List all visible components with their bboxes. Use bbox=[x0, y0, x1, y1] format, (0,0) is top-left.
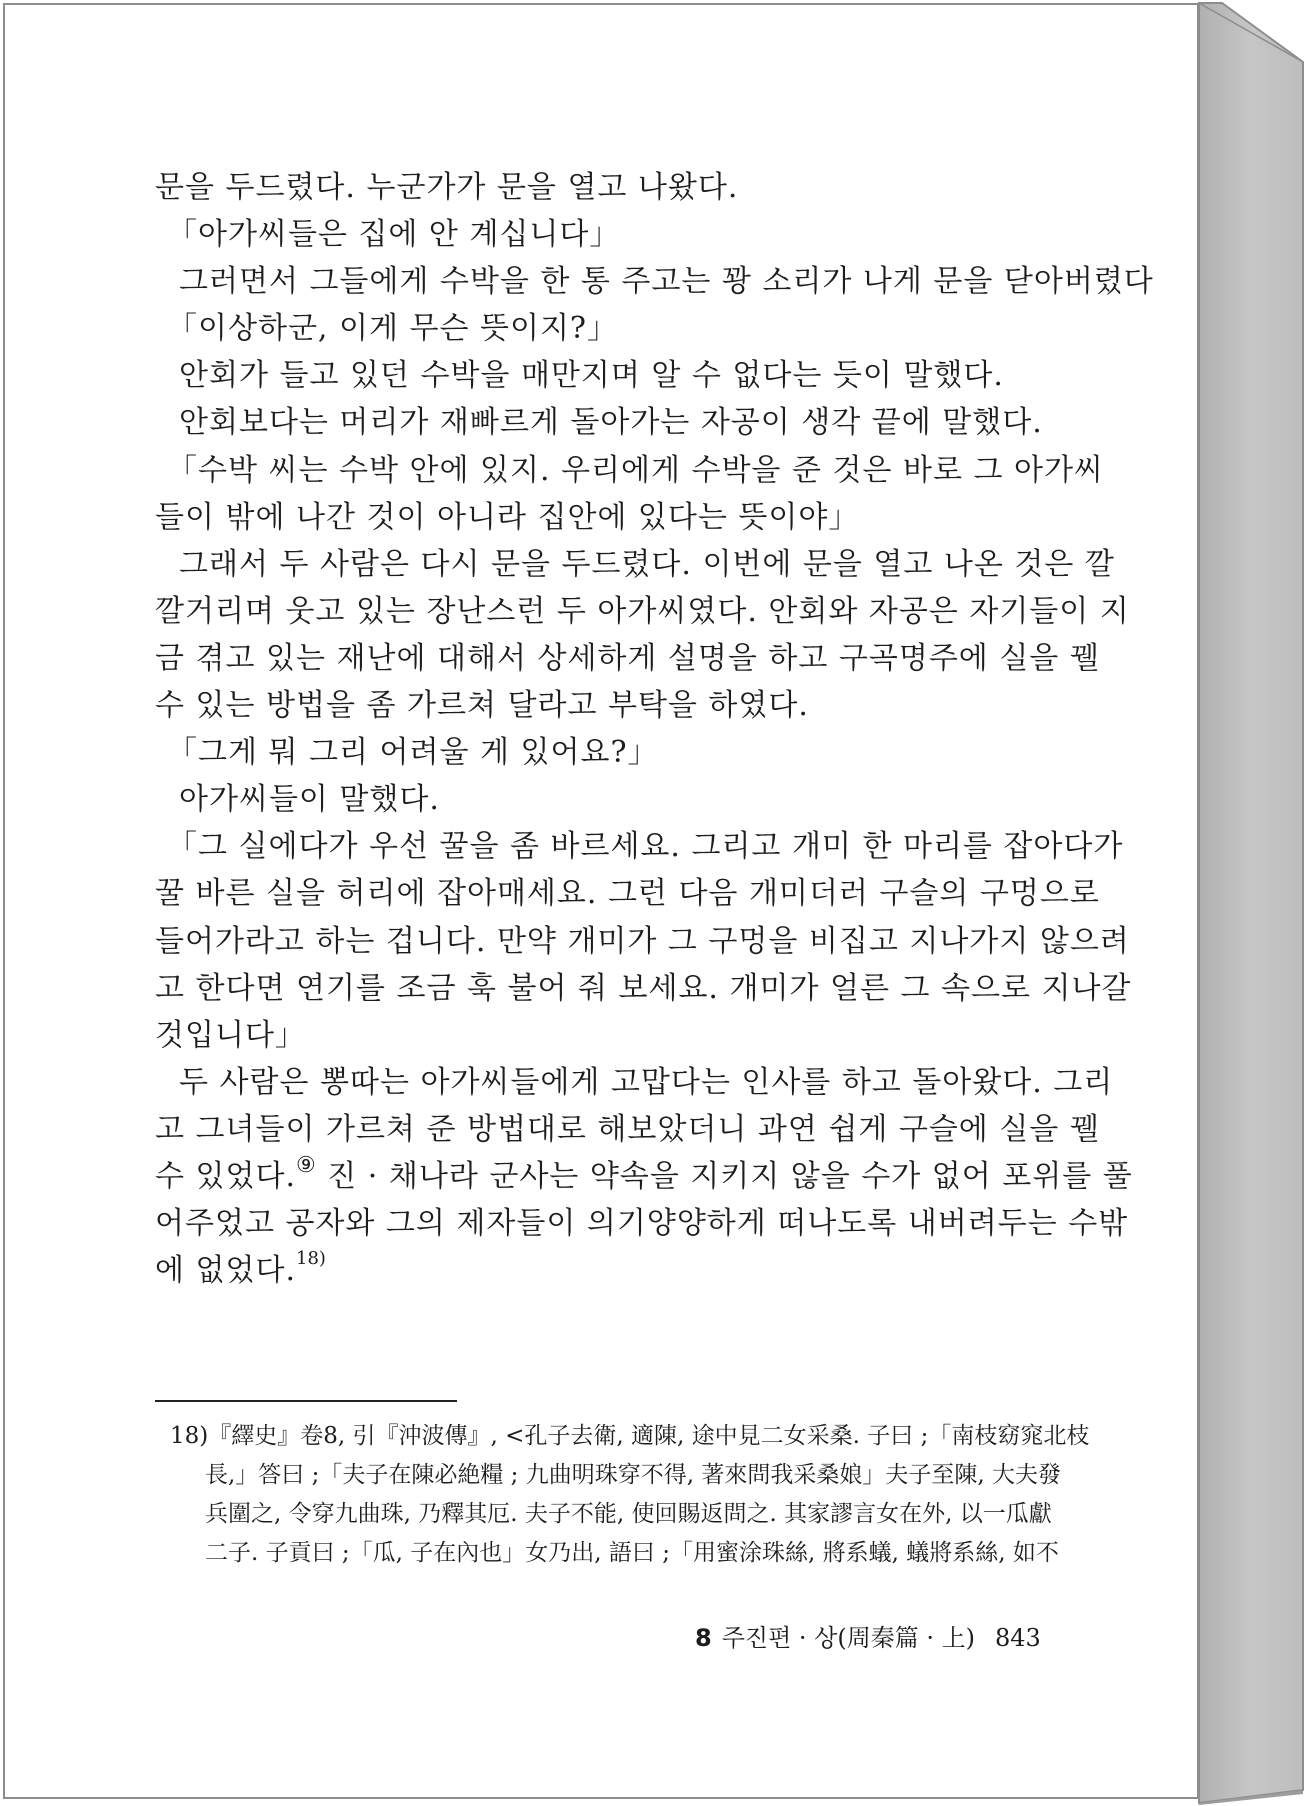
text-line: 들이 밖에 나간 것이 아니라 집안에 있다는 뜻이야」 bbox=[155, 499, 860, 535]
text-line: 꿀 바른 실을 허리에 잡아매세요. 그런 다음 개미더러 구슬의 구멍으로 bbox=[155, 876, 1100, 912]
text-line: 수 있는 방법을 좀 가르쳐 달라고 부탁을 하였다. bbox=[155, 688, 809, 724]
text-line: 금 겪고 있는 재난에 대해서 상세하게 설명을 하고 구곡명주에 실을 꿸 bbox=[155, 640, 1100, 676]
text-line: 「수박 씨는 수박 안에 있지. 우리에게 수박을 준 것은 바로 그 아가씨 bbox=[167, 452, 1104, 488]
text-line: 그러면서 그들에게 수박을 한 통 주고는 꽝 소리가 나게 문을 닫아버렸다 bbox=[179, 264, 1154, 300]
text-segment: 진 · 채나라 군사는 약속을 지키지 않을 수가 없어 포위를 풀 bbox=[327, 1158, 1133, 1194]
text-line: 문을 두드렸다. 누군가가 문을 열고 나왔다. bbox=[155, 170, 739, 205]
text-line: 깔거리며 웃고 있는 장난스런 두 아가씨였다. 안회와 자공은 자기들이 지 bbox=[155, 593, 1130, 629]
text-line: 안회가 들고 있던 수박을 매만지며 알 수 없다는 듯이 말했다. bbox=[179, 358, 1004, 394]
text-line: 두 사람은 뽕따는 아가씨들에게 고맙다는 인사를 하고 돌아왔다. 그리 bbox=[179, 1064, 1114, 1100]
text-segment: 수 있었다. bbox=[155, 1158, 296, 1194]
text-line: 어주었고 공자와 그의 제자들이 의기양양하게 떠나도록 내버려두는 수밖 bbox=[155, 1206, 1129, 1242]
text-line: 「아가씨들은 집에 안 계십니다」 bbox=[167, 217, 621, 253]
footnote bbox=[170, 1417, 1090, 1573]
text-line: 아가씨들이 말했다. bbox=[179, 782, 440, 818]
footnote-line: 兵圍之, 令穿九曲珠, 乃釋其厄. 夫子不能, 使回賜返問之. 其家謬言女在外, 以一瓜獻 bbox=[205, 1501, 1052, 1527]
circled-note-marker: ⑨ bbox=[296, 1152, 317, 1178]
page-number: 843 bbox=[994, 1624, 1041, 1652]
text-line: 고 그녀들이 가르쳐 준 방법대로 해보았더니 과연 쉽게 구슬에 실을 꿸 bbox=[155, 1111, 1100, 1147]
footnote-reference[interactable]: 18) bbox=[296, 1248, 326, 1270]
text-line: 「그 실에다가 우선 꿀을 좀 바르세요. 그리고 개미 한 마리를 잡아다가 bbox=[167, 829, 1124, 865]
chapter-title: 주진편 · 상(周秦篇 · 上) bbox=[721, 1624, 975, 1652]
text-line: 안회보다는 머리가 재빠르게 돌아가는 자공이 생각 끝에 말했다. bbox=[179, 405, 1043, 441]
body-text bbox=[155, 164, 1154, 1294]
text-line bbox=[155, 1152, 1133, 1200]
footnote-line: 18)『繹史』卷8, 引『沖波傳』, <孔子去衛, 適陳, 途中見二女采桑. 子曰 ;「南枝窈窕北枝 bbox=[170, 1423, 1090, 1449]
footnote-line: 二子. 子貢曰 ;「瓜, 子在內也」女乃出, 語曰 ;「用蜜涂珠絲, 將系蟻, 蟻將系絲, 如不 bbox=[205, 1540, 1059, 1566]
footnote-divider bbox=[155, 1400, 457, 1402]
text-line: 「이상하군, 이게 무슨 뜻이지?」 bbox=[167, 311, 619, 347]
text-line: 「그게 뭐 그리 어려울 게 있어요?」 bbox=[167, 735, 659, 771]
text-line: 그래서 두 사람은 다시 문을 두드렸다. 이번에 문을 열고 나온 것은 깔 bbox=[179, 546, 1115, 582]
text-line: 들어가라고 하는 겁니다. 만약 개미가 그 구멍을 비집고 지나가지 않으려 bbox=[155, 923, 1130, 959]
text-line: 고 한다면 연기를 조금 훅 불어 줘 보세요. 개미가 얼른 그 속으로 지나갈 bbox=[155, 970, 1132, 1006]
page-footer bbox=[695, 1618, 1041, 1653]
text-line bbox=[155, 1247, 1055, 1294]
text-segment: 에 없었다. bbox=[155, 1253, 296, 1289]
text-line: 것입니다」 bbox=[155, 1017, 306, 1053]
chapter-number: 8 bbox=[695, 1624, 712, 1652]
footnote-line: 長,」答曰 ;「夫子在陳必絶糧 ; 九曲明珠穿不得, 著來問我采桑娘」夫子至陳, 大夫發 bbox=[205, 1462, 1061, 1488]
